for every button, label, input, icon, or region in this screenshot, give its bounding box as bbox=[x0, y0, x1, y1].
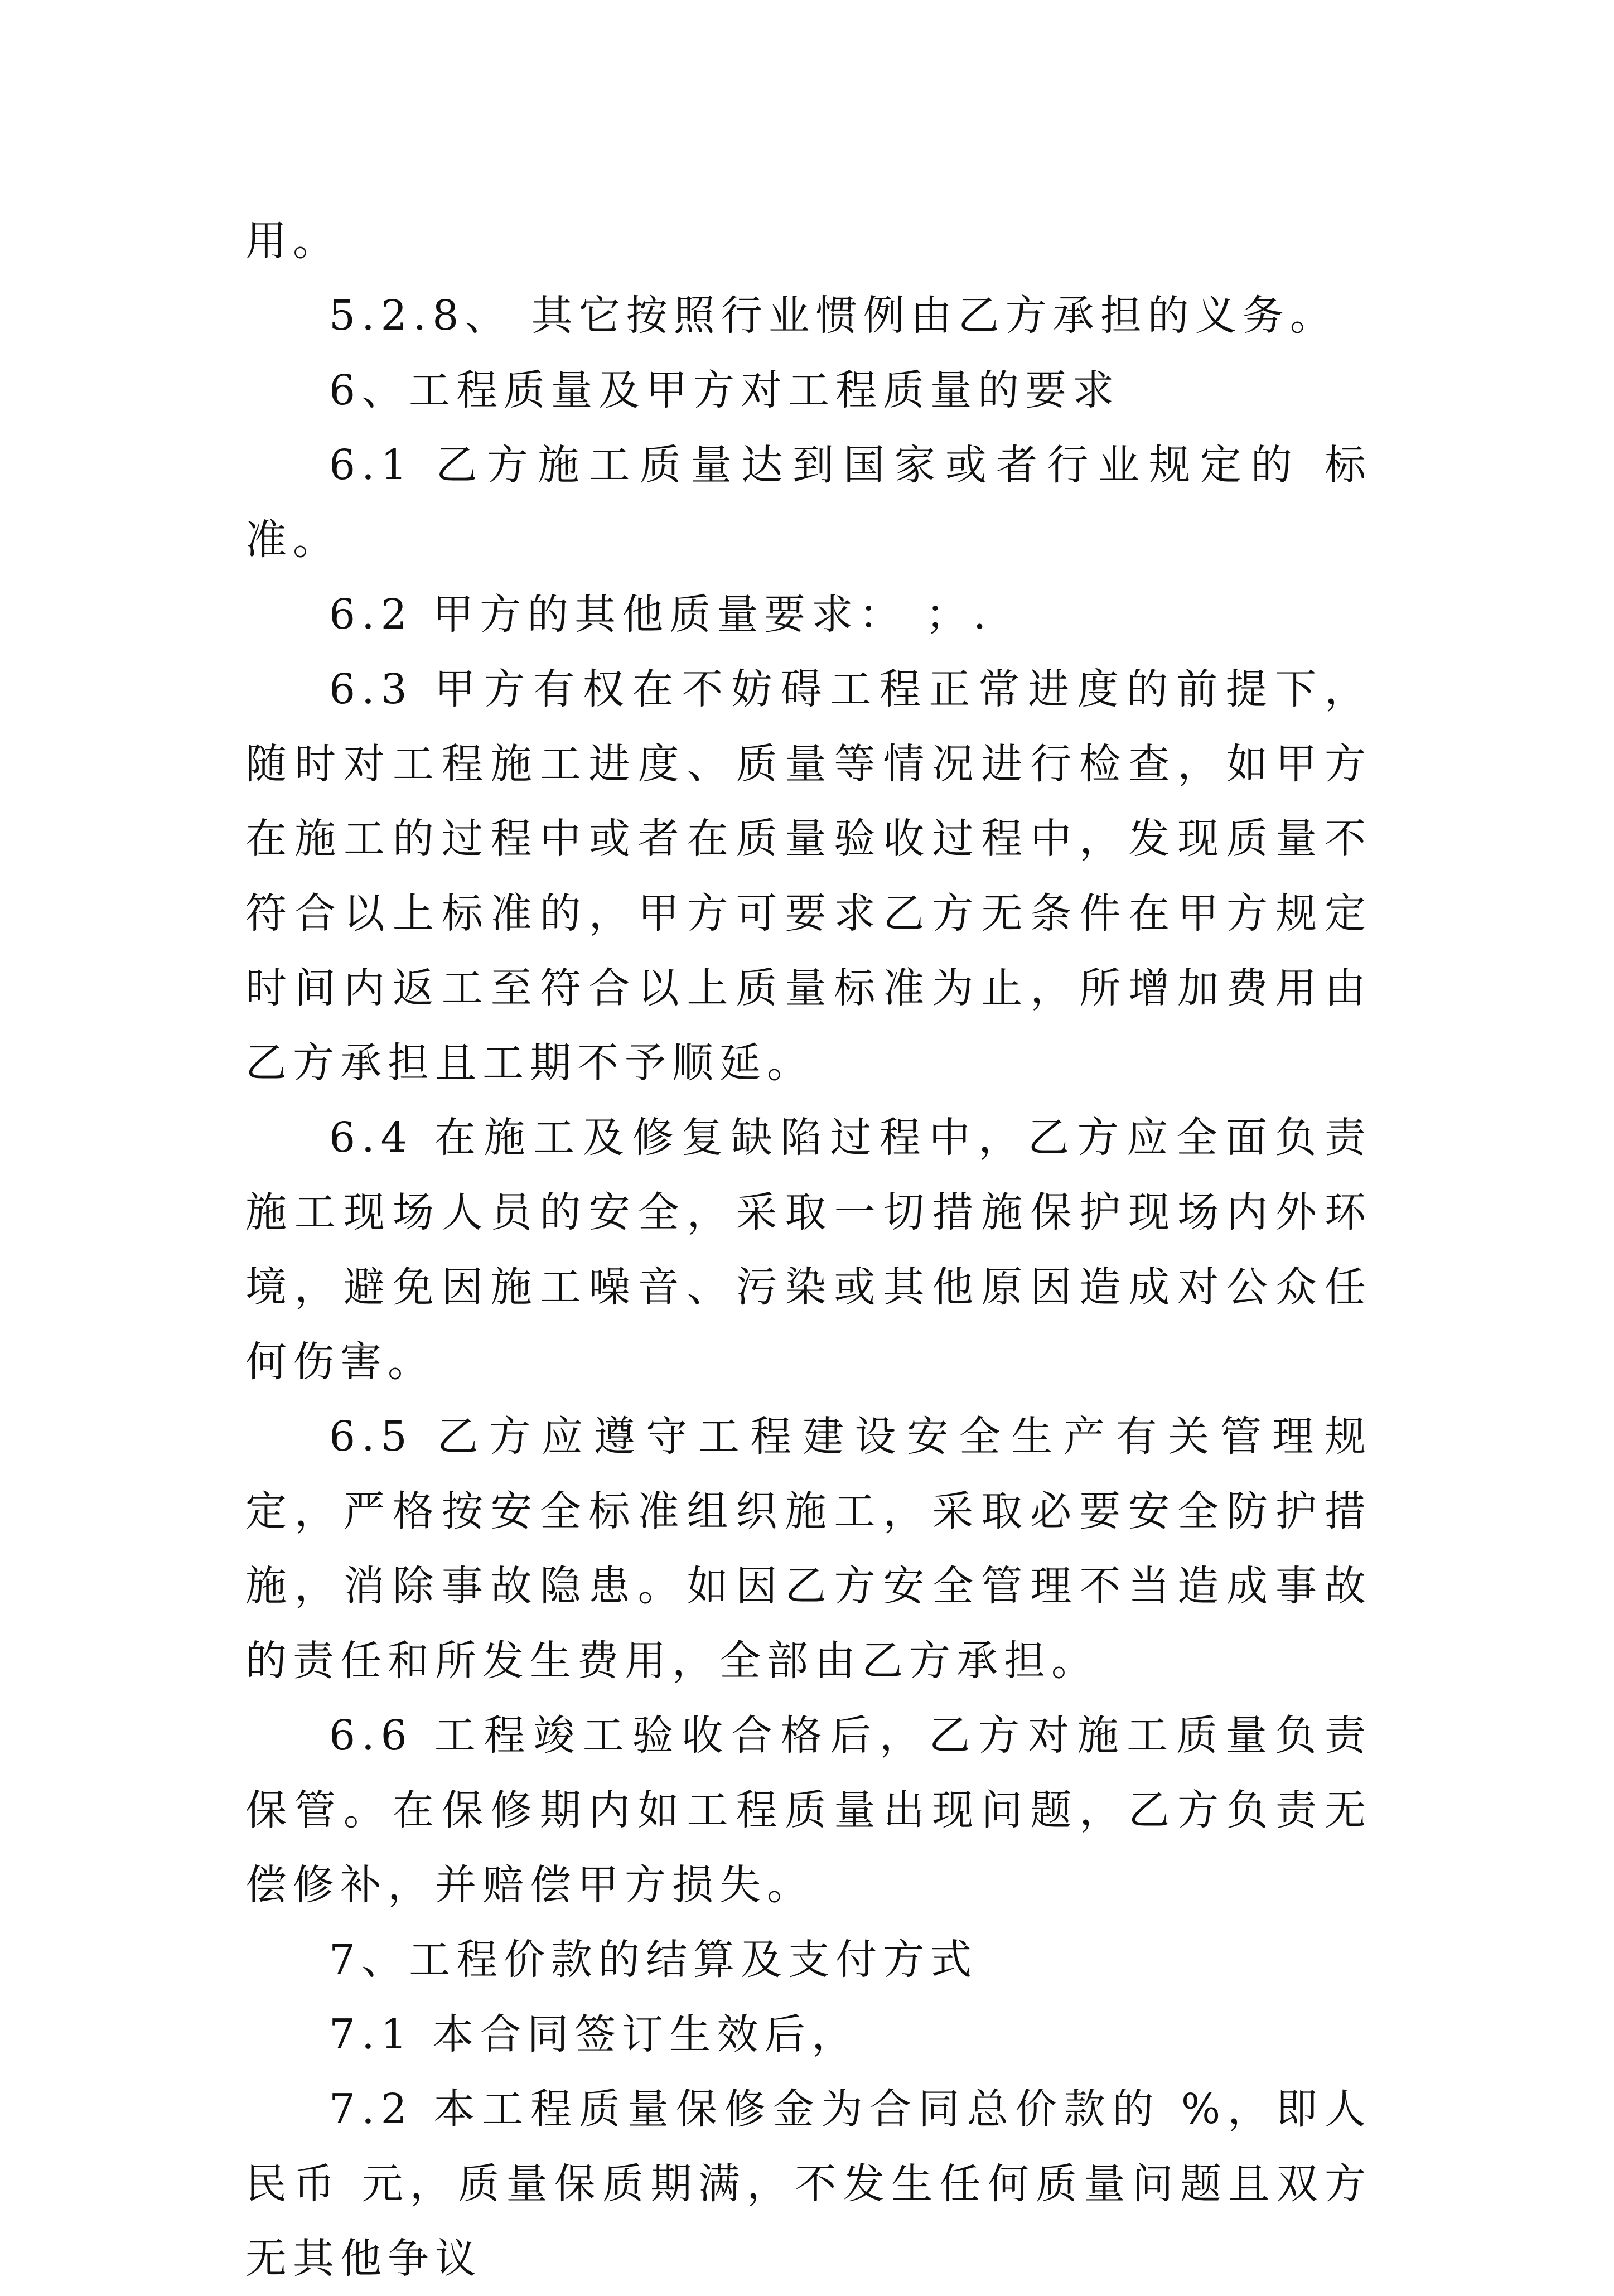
paragraph-7-1: 7.1 本合同签订生效后， bbox=[329, 2010, 859, 2058]
document-body bbox=[245, 204, 1372, 2296]
paragraph-6-1: 6.1 乙方施工质量达到国家或者行业规定的 标准。 bbox=[245, 441, 1372, 564]
paragraph-6-6: 6.6 工程竣工验收合格后，乙方对施工质量负责保管。在保修期内如工程质量出现问题，乙方负责无偿修补，并赔偿甲方损失。 bbox=[245, 1712, 1372, 1909]
paragraph-6-3: 6.3 甲方有权在不妨碍工程正常进度的前提下，随时对工程施工进度、质量等情况进行检查，如甲方在施工的过程中或者在质量验收过程中，发现质量不符合以上标准的，甲方可要求乙方无条件在甲方规定时间内返工至符合以上质量标准为止，所增加费用由乙方承担且工期不予顺延。 bbox=[245, 665, 1372, 1087]
paragraph-6-5: 6.5 乙方应遵守工程建设安全生产有关管理规定，严格按安全标准组织施工，采取必要安全防护措施，消除事故隐患。如因乙方安全管理不当造成事故的责任和所发生费用，全部由乙方承担。 bbox=[245, 1413, 1372, 1685]
heading-section-7: 7、工程价款的结算及支付方式 bbox=[329, 1936, 978, 1984]
paragraph-6-4: 6.4 在施工及修复缺陷过程中，乙方应全面负责施工现场人员的安全，采取一切措施保护现场内外环境，避免因施工噪音、污染或其他原因造成对公众任何伤害。 bbox=[245, 1114, 1372, 1386]
paragraph-5-2-8: 5.2.8、 其它按照行业惯例由乙方承担的义务。 bbox=[329, 292, 1337, 340]
paragraph-7-2: 7.2 本工程质量保修金为合同总价款的 %，即人民币 元，质量保质期满，不发生任何质量问题且双方无其他争议 bbox=[245, 2085, 1372, 2283]
paragraph-continuation: 用。 bbox=[245, 217, 340, 265]
heading-section-6: 6、工程质量及甲方对工程质量的要求 bbox=[329, 366, 1120, 414]
paragraph-6-2: 6.2 甲方的其他质量要求： ；. bbox=[329, 591, 993, 639]
